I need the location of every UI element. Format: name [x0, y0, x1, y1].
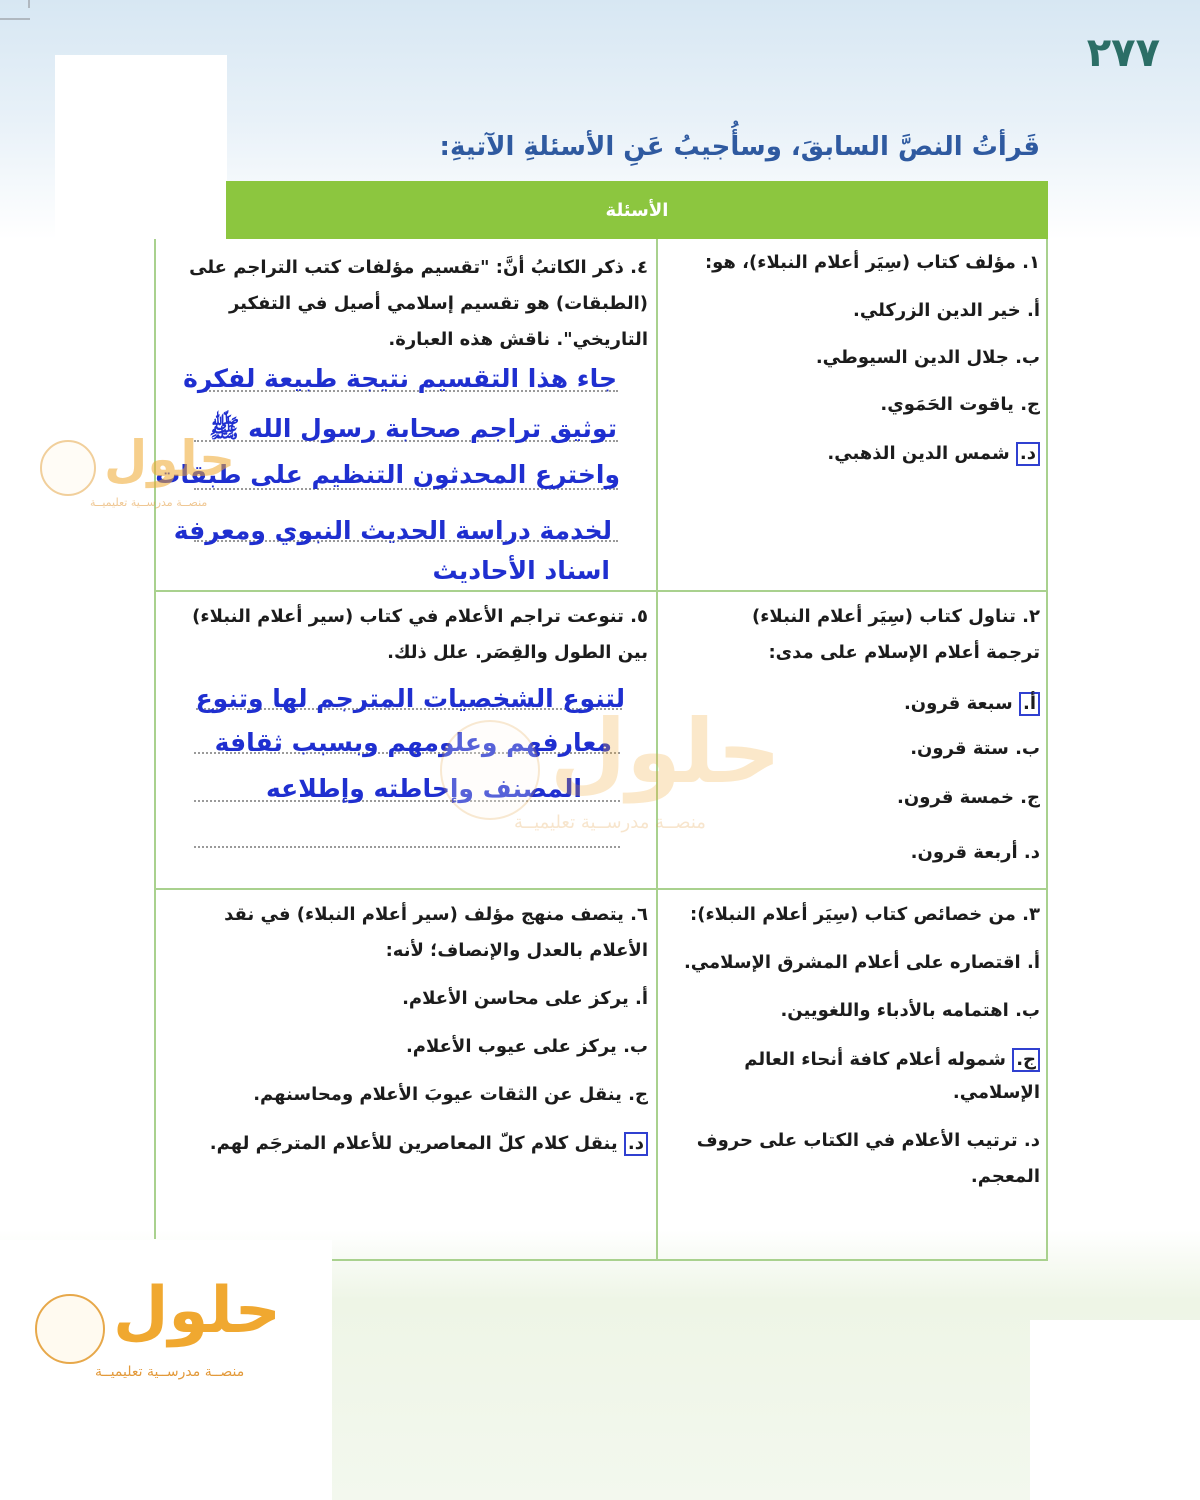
- question-4-line-1: ٤. ذكر الكاتبُ أنَّ: "تقسيم مؤلفات كتب التراجم على: [189, 257, 648, 278]
- question-6-option-c: ج. ينقل عن الثقات عيوبَ الأعلام ومحاسنهم.: [253, 1084, 648, 1105]
- question-5-line-2: بين الطول والقِصَر. علل ذلك.: [387, 642, 648, 663]
- question-4-line-2: (الطبقات) هو تقسيم إسلامي أصيل في التفكير: [228, 293, 648, 314]
- logo-word: حلول: [113, 1274, 281, 1348]
- logo-tagline: منصــة مدرســية تعليميــة: [90, 496, 208, 509]
- table-right-border: [1046, 239, 1048, 1261]
- selected-answer-box: أ.: [1019, 692, 1040, 716]
- selected-answer-box: ج.: [1012, 1048, 1040, 1072]
- question-6-option-b: ب. يركز على عيوب الأعلام.: [405, 1036, 648, 1057]
- handwritten-answer-5-line-1: لتنوع الشخصيات المترجم لها وتنوع: [195, 684, 625, 713]
- logo-word: حلول: [104, 430, 236, 488]
- question-2-option-a-text: سبعة قرون.: [903, 693, 1013, 714]
- question-2-line-1: ٢. تناول كتاب (سِيَر أعلام النبلاء): [751, 606, 1040, 627]
- handwritten-answer-4-line-4: لخدمة دراسة الحديث النبوي ومعرفة: [173, 516, 612, 545]
- handwritten-answer-5-line-2: معارفهم وعلومهم وبسبب ثقافة: [214, 728, 612, 757]
- handwritten-answer-4-line-1: جاء هذا التقسيم نتيجة طبيعة لفكرة: [183, 364, 617, 393]
- logo-word: حلول: [550, 700, 781, 803]
- question-6-line-1: ٦. يتصف منهج مؤلف (سير أعلام النبلاء) في نقد: [224, 904, 648, 925]
- table-row-divider-2: [154, 888, 1048, 890]
- question-1-option-a: أ. خير الدين الزركلي.: [853, 300, 1040, 321]
- answer-line: [194, 846, 620, 848]
- watermark-logo-middle-left: [40, 430, 240, 520]
- table-bottom-border: [332, 1259, 1048, 1261]
- handwritten-answer-4-line-5: اسناد الأحاديث: [432, 556, 610, 585]
- watermark-logo-bottom: [35, 1274, 295, 1390]
- question-1: [660, 250, 1040, 580]
- handwritten-answer-4-line-3: واخترع المحدثون التنظيم على طبقات: [155, 460, 620, 489]
- crop-mark-horizontal: [0, 18, 30, 20]
- question-6: [162, 902, 648, 1242]
- crop-mark-vertical: [28, 0, 30, 8]
- question-3-option-c-text: شموله أعلام كافة أنحاء العالم: [744, 1049, 1006, 1070]
- question-6-line-2: الأعلام بالعدل والإنصاف؛ لأنه:: [385, 940, 648, 961]
- question-1-option-d-text: شمس الدين الذهبي.: [827, 443, 1010, 464]
- logo-tagline: منصــة مدرســية تعليميــة: [95, 1364, 245, 1380]
- page-number: ٢٧٧: [1086, 30, 1160, 76]
- question-3-option-d-line-2: المعجم.: [970, 1166, 1040, 1187]
- question-2-option-a: [904, 692, 1040, 716]
- question-1-option-c: ج. ياقوت الحَمَوي.: [880, 394, 1040, 415]
- handwritten-answer-4-line-2: توثيق تراجم صحابة رسول الله ﷺ: [209, 414, 617, 443]
- question-3-text: ٣. من خصائص كتاب (سِيَر أعلام النبلاء):: [690, 904, 1040, 925]
- watermark-logo-center: [440, 700, 800, 840]
- question-1-option-d: [827, 442, 1040, 466]
- handwritten-answer-5-line-3: المصنف وإحاطته وإطلاعه: [265, 774, 582, 803]
- question-6-option-d: [210, 1132, 648, 1156]
- logo-emblem-icon: [440, 720, 540, 820]
- table-row-divider-1: [154, 590, 1048, 592]
- logo-tagline: منصــة مدرســية تعليميــة: [514, 812, 706, 833]
- question-6-option-a: أ. يركز على محاسن الأعلام.: [402, 988, 648, 1009]
- question-1-option-b: ب. جلال الدين السيوطي.: [815, 347, 1040, 368]
- question-3: [660, 902, 1040, 1252]
- question-3-option-b: ب. اهتمامه بالأدباء واللغويين.: [780, 1000, 1040, 1021]
- selected-answer-box: د.: [1016, 442, 1040, 466]
- questions-table-header: الأسئلة: [226, 181, 1048, 239]
- selected-answer-box: د.: [624, 1132, 648, 1156]
- table-left-border: [154, 239, 156, 1239]
- blank-patch-top: [55, 55, 227, 240]
- question-2-option-c: ج. خمسة قرون.: [897, 787, 1040, 808]
- section-instruction: قَرأتُ النصَّ السابقَ، وسأُجيبُ عَنِ الأسئلةِ الآتيةِ:: [439, 132, 1040, 162]
- question-2-option-d: د. أربعة قرون.: [910, 842, 1040, 863]
- blank-patch-bottom-right: [1030, 1320, 1200, 1500]
- question-2-option-b: ب. ستة قرون.: [910, 738, 1040, 759]
- question-6-option-d-text: ينقل كلام كلّ المعاصرين للأعلام المترجَم لهم.: [209, 1133, 618, 1154]
- logo-emblem-icon: [35, 1294, 105, 1364]
- question-3-option-d-line-1: د. ترتيب الأعلام في الكتاب على حروف: [696, 1130, 1040, 1151]
- question-1-text: ١. مؤلف كتاب (سِيَر أعلام النبلاء)، هو:: [704, 252, 1040, 273]
- question-5-line-1: ٥. تنوعت تراجم الأعلام في كتاب (سير أعلام النبلاء): [192, 606, 648, 627]
- question-4-line-3: التاريخي". ناقش هذه العبارة.: [388, 329, 648, 350]
- question-3-option-c: [744, 1048, 1040, 1072]
- logo-emblem-icon: [40, 440, 96, 496]
- question-3-option-a: أ. اقتصاره على أعلام المشرق الإسلامي.: [683, 952, 1040, 973]
- question-3-option-c-continued: الإسلامي.: [952, 1082, 1040, 1103]
- question-2-line-2: ترجمة أعلام الإسلام على مدى:: [768, 642, 1040, 663]
